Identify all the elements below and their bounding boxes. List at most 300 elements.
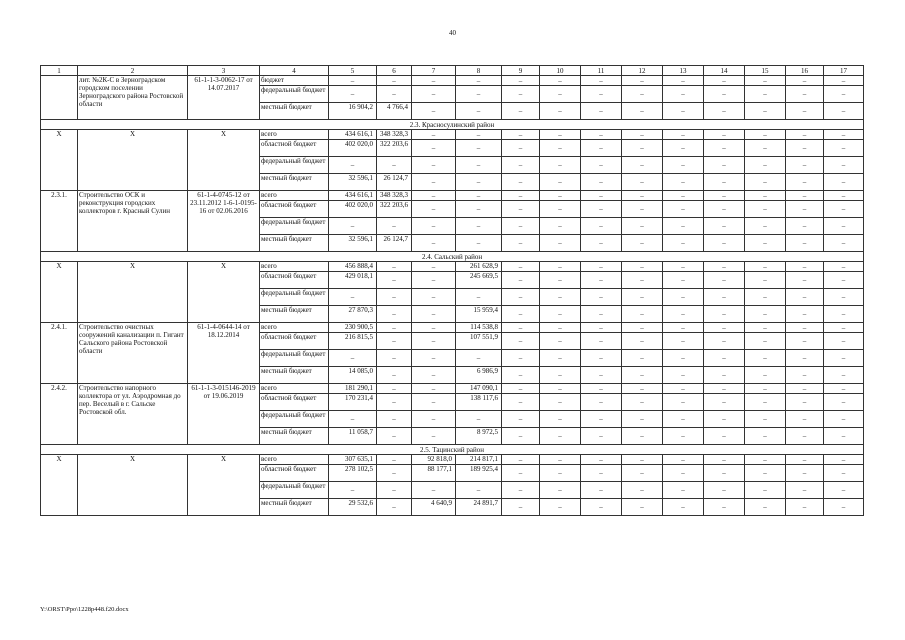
dash-cell: – <box>786 272 824 289</box>
section-heading: 2.4. Сальский район <box>41 252 864 262</box>
dash-cell: – <box>540 201 581 218</box>
dash-cell: – <box>540 235 581 252</box>
dash-cell: – <box>581 272 622 289</box>
table-row <box>41 384 864 394</box>
value-cell: 147 090,1 <box>456 384 502 394</box>
dash-cell: – <box>502 455 540 465</box>
budget-source: местный бюджет <box>260 103 329 120</box>
dash-cell: – <box>786 367 824 384</box>
dash-cell: – <box>377 482 412 499</box>
dash-cell: – <box>824 482 864 499</box>
dash-cell: – <box>581 262 622 272</box>
budget-source: федеральный бюджет <box>260 411 329 428</box>
dash-cell: – <box>704 384 745 394</box>
dash-cell: – <box>704 455 745 465</box>
dash-cell: – <box>540 174 581 191</box>
object-name: Строительство ОСК и реконструкция городских коллекторов г. Красный Сулин <box>78 191 188 252</box>
dash-cell: – <box>745 76 786 86</box>
object-code: 61-1-1-3-015146-2019 от 19.06.2019 <box>188 384 260 445</box>
dash-cell: – <box>502 235 540 252</box>
dash-cell: – <box>622 367 663 384</box>
dash-cell: – <box>456 86 502 103</box>
dash-cell: – <box>786 411 824 428</box>
dash-cell: – <box>622 140 663 157</box>
dash-cell: – <box>581 482 622 499</box>
table-row <box>41 76 864 86</box>
dash-cell: – <box>824 465 864 482</box>
dash-cell: – <box>745 499 786 516</box>
dash-cell: – <box>786 76 824 86</box>
dash-cell: – <box>412 272 456 289</box>
budget-source: областной бюджет <box>260 333 329 350</box>
dash-cell: – <box>502 306 540 323</box>
dash-cell: – <box>540 367 581 384</box>
dash-cell: – <box>663 333 704 350</box>
value-cell: 434 616,1 <box>329 130 377 140</box>
x-mark: Х <box>188 262 260 323</box>
dash-cell: – <box>622 191 663 201</box>
dash-cell: – <box>745 350 786 367</box>
dash-cell: – <box>704 130 745 140</box>
dash-cell: – <box>456 103 502 120</box>
dash-cell: – <box>745 323 786 333</box>
dash-cell: – <box>502 157 540 174</box>
dash-cell: – <box>540 130 581 140</box>
dash-cell: – <box>456 218 502 235</box>
dash-cell: – <box>824 455 864 465</box>
dash-cell: – <box>581 130 622 140</box>
dash-cell: – <box>786 465 824 482</box>
value-cell: 402 020,0 <box>329 140 377 157</box>
dash-cell: – <box>824 76 864 86</box>
dash-cell: – <box>412 306 456 323</box>
table-row <box>41 191 864 201</box>
column-number: 8 <box>456 66 502 76</box>
dash-cell: – <box>786 201 824 218</box>
dash-cell: – <box>786 323 824 333</box>
value-cell: 434 616,1 <box>329 191 377 201</box>
item-number: 2.4.2. <box>41 384 78 445</box>
dash-cell: – <box>456 411 502 428</box>
column-number: 3 <box>188 66 260 76</box>
dash-cell: – <box>704 482 745 499</box>
dash-cell: – <box>502 174 540 191</box>
dash-cell: – <box>663 499 704 516</box>
dash-cell: – <box>663 367 704 384</box>
value-cell: 29 532,6 <box>329 499 377 516</box>
dash-cell: – <box>622 272 663 289</box>
dash-cell: – <box>622 333 663 350</box>
dash-cell: – <box>786 191 824 201</box>
dash-cell: – <box>786 482 824 499</box>
dash-cell: – <box>456 76 502 86</box>
dash-cell: – <box>786 499 824 516</box>
dash-cell: – <box>786 350 824 367</box>
value-cell: 348 328,3 <box>377 130 412 140</box>
value-cell: 14 085,0 <box>329 367 377 384</box>
dash-cell: – <box>824 367 864 384</box>
dash-cell: – <box>663 235 704 252</box>
dash-cell: – <box>663 201 704 218</box>
dash-cell: – <box>786 455 824 465</box>
section-row-krasnosulinsky <box>41 120 864 130</box>
dash-cell: – <box>377 499 412 516</box>
dash-cell: – <box>622 76 663 86</box>
dash-cell: – <box>329 157 377 174</box>
dash-cell: – <box>745 384 786 394</box>
dash-cell: – <box>581 157 622 174</box>
dash-cell: – <box>502 130 540 140</box>
x-mark: Х <box>188 455 260 516</box>
budget-source: местный бюджет <box>260 174 329 191</box>
dash-cell: – <box>502 333 540 350</box>
budget-source: областной бюджет <box>260 394 329 411</box>
column-number: 4 <box>260 66 329 76</box>
budget-source: областной бюджет <box>260 140 329 157</box>
column-number: 10 <box>540 66 581 76</box>
dash-cell: – <box>377 323 412 333</box>
dash-cell: – <box>786 235 824 252</box>
dash-cell: – <box>502 411 540 428</box>
dash-cell: – <box>540 350 581 367</box>
dash-cell: – <box>622 157 663 174</box>
dash-cell: – <box>502 218 540 235</box>
dash-cell: – <box>412 174 456 191</box>
table-row <box>41 130 864 140</box>
dash-cell: – <box>581 394 622 411</box>
budget-source: федеральный бюджет <box>260 218 329 235</box>
dash-cell: – <box>824 428 864 445</box>
dash-cell: – <box>540 289 581 306</box>
dash-cell: – <box>377 272 412 289</box>
dash-cell: – <box>824 333 864 350</box>
dash-cell: – <box>540 323 581 333</box>
x-mark: Х <box>41 130 78 191</box>
dash-cell: – <box>502 394 540 411</box>
dash-cell: – <box>824 201 864 218</box>
dash-cell: – <box>540 76 581 86</box>
dash-cell: – <box>704 174 745 191</box>
dash-cell: – <box>412 201 456 218</box>
dash-cell: – <box>622 306 663 323</box>
dash-cell: – <box>745 235 786 252</box>
dash-cell: – <box>663 218 704 235</box>
value-cell: 216 815,5 <box>329 333 377 350</box>
value-cell: 230 900,5 <box>329 323 377 333</box>
dash-cell: – <box>824 103 864 120</box>
dash-cell: – <box>502 350 540 367</box>
dash-cell: – <box>704 262 745 272</box>
dash-cell: – <box>412 130 456 140</box>
value-cell: 322 203,6 <box>377 201 412 218</box>
dash-cell: – <box>663 384 704 394</box>
dash-cell: – <box>622 201 663 218</box>
value-cell: 348 328,3 <box>377 191 412 201</box>
dash-cell: – <box>745 140 786 157</box>
page-number: 40 <box>449 29 456 37</box>
budget-source: всего <box>260 323 329 333</box>
value-cell: 6 986,9 <box>456 367 502 384</box>
dash-cell: – <box>663 76 704 86</box>
dash-cell: – <box>663 428 704 445</box>
dash-cell: – <box>540 262 581 272</box>
dash-cell: – <box>502 86 540 103</box>
dash-cell: – <box>377 76 412 86</box>
budget-source: местный бюджет <box>260 428 329 445</box>
dash-cell: – <box>622 262 663 272</box>
dash-cell: – <box>377 428 412 445</box>
x-mark: Х <box>41 262 78 323</box>
dash-cell: – <box>704 157 745 174</box>
dash-cell: – <box>329 482 377 499</box>
dash-cell: – <box>824 272 864 289</box>
column-number: 11 <box>581 66 622 76</box>
value-cell: 32 596,1 <box>329 174 377 191</box>
dash-cell: – <box>786 130 824 140</box>
dash-cell: – <box>412 235 456 252</box>
dash-cell: – <box>622 499 663 516</box>
dash-cell: – <box>540 218 581 235</box>
dash-cell: – <box>704 272 745 289</box>
dash-cell: – <box>581 411 622 428</box>
dash-cell: – <box>622 174 663 191</box>
dash-cell: – <box>412 384 456 394</box>
dash-cell: – <box>540 157 581 174</box>
dash-cell: – <box>540 411 581 428</box>
dash-cell: – <box>581 289 622 306</box>
value-cell: 4 640,9 <box>412 499 456 516</box>
dash-cell: – <box>622 411 663 428</box>
dash-cell: – <box>663 86 704 103</box>
dash-cell: – <box>663 130 704 140</box>
dash-cell: – <box>824 350 864 367</box>
dash-cell: – <box>412 333 456 350</box>
dash-cell: – <box>663 272 704 289</box>
dash-cell: – <box>377 306 412 323</box>
dash-cell: – <box>704 333 745 350</box>
budget-source: всего <box>260 191 329 201</box>
dash-cell: – <box>622 482 663 499</box>
value-cell: 138 117,6 <box>456 394 502 411</box>
value-cell: 245 669,5 <box>456 272 502 289</box>
dash-cell: – <box>824 157 864 174</box>
dash-cell: – <box>704 218 745 235</box>
dash-cell: – <box>745 482 786 499</box>
dash-cell: – <box>745 465 786 482</box>
dash-cell: – <box>786 333 824 350</box>
value-cell: 214 817,1 <box>456 455 502 465</box>
dash-cell: – <box>786 157 824 174</box>
dash-cell: – <box>663 262 704 272</box>
dash-cell: – <box>824 394 864 411</box>
dash-cell: – <box>377 157 412 174</box>
dash-cell: – <box>540 103 581 120</box>
dash-cell: – <box>581 465 622 482</box>
column-number: 6 <box>377 66 412 76</box>
dash-cell: – <box>786 262 824 272</box>
value-cell: 88 177,1 <box>412 465 456 482</box>
dash-cell: – <box>704 350 745 367</box>
dash-cell: – <box>377 262 412 272</box>
dash-cell: – <box>663 411 704 428</box>
dash-cell: – <box>786 86 824 103</box>
budget-source: федеральный бюджет <box>260 350 329 367</box>
dash-cell: – <box>456 174 502 191</box>
dash-cell: – <box>824 174 864 191</box>
value-cell: 261 628,9 <box>456 262 502 272</box>
section-heading: 2.3. Красносулинский район <box>41 120 864 130</box>
budget-source: федеральный бюджет <box>260 157 329 174</box>
budget-source: федеральный бюджет <box>260 482 329 499</box>
dash-cell: – <box>456 235 502 252</box>
section-heading: 2.5. Тацинский район <box>41 445 864 455</box>
value-cell: 8 972,5 <box>456 428 502 445</box>
dash-cell: – <box>663 350 704 367</box>
dash-cell: – <box>824 499 864 516</box>
column-number: 17 <box>824 66 864 76</box>
dash-cell: – <box>581 455 622 465</box>
dash-cell: – <box>456 350 502 367</box>
value-cell: 107 551,9 <box>456 333 502 350</box>
dash-cell: – <box>704 465 745 482</box>
dash-cell: – <box>745 394 786 411</box>
dash-cell: – <box>456 140 502 157</box>
section-row-salsky <box>41 252 864 262</box>
dash-cell: – <box>412 428 456 445</box>
dash-cell: – <box>824 130 864 140</box>
dash-cell: – <box>581 86 622 103</box>
value-cell: 92 818,0 <box>412 455 456 465</box>
column-number: 13 <box>663 66 704 76</box>
dash-cell: – <box>581 218 622 235</box>
dash-cell: – <box>745 455 786 465</box>
value-cell: 27 870,3 <box>329 306 377 323</box>
section-row-tatsinsky <box>41 445 864 455</box>
dash-cell: – <box>581 140 622 157</box>
value-cell: 429 018,1 <box>329 272 377 289</box>
dash-cell: – <box>502 191 540 201</box>
dash-cell: – <box>824 218 864 235</box>
dash-cell: – <box>540 465 581 482</box>
dash-cell: – <box>502 201 540 218</box>
dash-cell: – <box>377 350 412 367</box>
budget-source: областной бюджет <box>260 465 329 482</box>
dash-cell: – <box>622 235 663 252</box>
dash-cell: – <box>502 367 540 384</box>
dash-cell: – <box>540 455 581 465</box>
dash-cell: – <box>663 289 704 306</box>
column-number: 12 <box>622 66 663 76</box>
dash-cell: – <box>824 384 864 394</box>
dash-cell: – <box>745 367 786 384</box>
dash-cell: – <box>540 384 581 394</box>
dash-cell: – <box>824 306 864 323</box>
dash-cell: – <box>456 201 502 218</box>
dash-cell: – <box>456 157 502 174</box>
dash-cell: – <box>704 201 745 218</box>
dash-cell: – <box>745 428 786 445</box>
table-row <box>41 262 864 272</box>
column-number: 7 <box>412 66 456 76</box>
x-mark: Х <box>41 455 78 516</box>
value-cell: 456 888,4 <box>329 262 377 272</box>
dash-cell: – <box>329 76 377 86</box>
object-name: Строительство очистных сооружений канализации п. Гигант Сальского района Ростовской области <box>78 323 188 384</box>
value-cell: 15 959,4 <box>456 306 502 323</box>
dash-cell: – <box>540 306 581 323</box>
object-name: Строительство напорного коллектора от ул. Аэродромная до пер. Веселый в г. Сальске Ростовской обл. <box>78 384 188 445</box>
dash-cell: – <box>663 323 704 333</box>
dash-cell: – <box>704 191 745 201</box>
budget-source: местный бюджет <box>260 235 329 252</box>
dash-cell: – <box>581 428 622 445</box>
dash-cell: – <box>377 411 412 428</box>
dash-cell: – <box>745 157 786 174</box>
dash-cell: – <box>704 306 745 323</box>
dash-cell: – <box>663 482 704 499</box>
dash-cell: – <box>663 465 704 482</box>
dash-cell: – <box>581 174 622 191</box>
dash-cell: – <box>824 323 864 333</box>
dash-cell: – <box>622 86 663 103</box>
budget-source: бюджет <box>260 76 329 86</box>
dash-cell: – <box>824 86 864 103</box>
dash-cell: – <box>704 235 745 252</box>
dash-cell: – <box>502 262 540 272</box>
table-row <box>41 323 864 333</box>
dash-cell: – <box>329 350 377 367</box>
budget-source: всего <box>260 130 329 140</box>
dash-cell: – <box>622 103 663 120</box>
item-number <box>41 76 78 120</box>
budget-table <box>40 65 864 516</box>
dash-cell: – <box>745 411 786 428</box>
dash-cell: – <box>502 323 540 333</box>
dash-cell: – <box>786 218 824 235</box>
dash-cell: – <box>456 130 502 140</box>
dash-cell: – <box>786 394 824 411</box>
dash-cell: – <box>412 323 456 333</box>
value-cell: 26 124,7 <box>377 174 412 191</box>
dash-cell: – <box>581 350 622 367</box>
dash-cell: – <box>745 174 786 191</box>
item-number: 2.4.1. <box>41 323 78 384</box>
value-cell: 32 596,1 <box>329 235 377 252</box>
column-number: 9 <box>502 66 540 76</box>
value-cell: 307 635,1 <box>329 455 377 465</box>
dash-cell: – <box>456 191 502 201</box>
x-mark: Х <box>78 455 188 516</box>
dash-cell: – <box>502 499 540 516</box>
object-code: 61-1-4-0745-12 от 23.11.2012 1-6-1-0195-16 от 02.06.2016 <box>188 191 260 252</box>
dash-cell: – <box>377 218 412 235</box>
dash-cell: – <box>502 482 540 499</box>
table-row <box>41 455 864 465</box>
budget-source: федеральный бюджет <box>260 86 329 103</box>
dash-cell: – <box>581 384 622 394</box>
dash-cell: – <box>581 201 622 218</box>
dash-cell: – <box>704 411 745 428</box>
value-cell: 278 102,5 <box>329 465 377 482</box>
item-number: 2.3.1. <box>41 191 78 252</box>
dash-cell: – <box>329 289 377 306</box>
dash-cell: – <box>704 499 745 516</box>
dash-cell: – <box>704 86 745 103</box>
object-name: лит. №2К-С в Зерноградском городском поселении Зерноградского района Ростовской области <box>78 76 188 120</box>
budget-source: всего <box>260 455 329 465</box>
dash-cell: – <box>581 306 622 323</box>
dash-cell: – <box>412 76 456 86</box>
